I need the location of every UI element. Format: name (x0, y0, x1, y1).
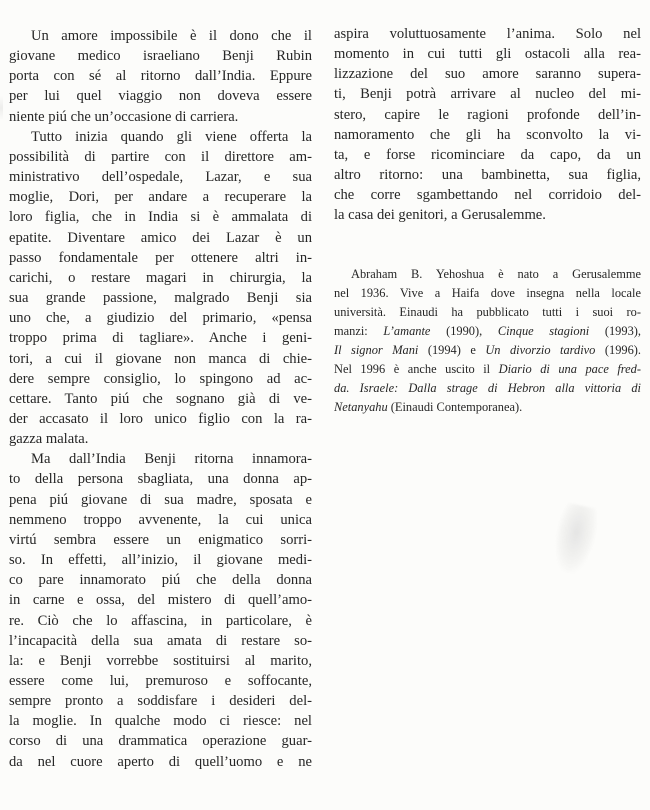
text-segment: (1994) e (418, 342, 486, 357)
text-line: la moglie. In qualche modo ci riesce: nel (9, 713, 312, 730)
text-line: giovane medico israeliano Benji Rubin (9, 48, 312, 65)
book-title-italic: Un divorzio tardivo (485, 342, 596, 357)
text-line: momento in cui tutti gli ostacoli alla rea- (334, 46, 641, 63)
text-line (334, 379, 641, 398)
text-line: moglie, Dori, per andare a recuperare la (9, 189, 312, 206)
book-title-italic: da. Israele: Dalla strage di Hebron alla vittoria di (334, 380, 641, 395)
text-line: l’incapacità della sua amata di restare so- (9, 632, 312, 649)
text-line (334, 265, 641, 284)
text-line: so. In effetti, all’inizio, il giovane medi- (9, 552, 312, 569)
paragraph (9, 26, 312, 127)
text-line: namoramento che gli ha sconvolto la vi- (334, 126, 641, 143)
text-line: pena piú giovane di sua madre, sposata e (9, 491, 312, 508)
text-line: co pare innamorato piú che della donna (9, 572, 312, 589)
text-line: che corre sgambettando nel corridoio del- (334, 187, 641, 204)
text-line: la: e Benji vorrebbe sostituirsi al marito, (9, 652, 312, 669)
text-line: essere come lui, premuroso e soffocante, (9, 673, 312, 689)
text-line: stero, capire le ragioni profonde dell’in- (334, 106, 641, 123)
text-line: sua grande passione, malgrado Benji sia (9, 290, 312, 307)
text-line: nemmeno troppo avvenente, la cui unica (9, 511, 312, 528)
text-line: niente piú che un’occasione di carriera. (9, 108, 239, 125)
text-line: Un amore impossibile è il dono che il (31, 28, 312, 44)
synopsis-right-column (334, 24, 641, 226)
text-line: sempre pronto a soddisfare i desideri del- (9, 693, 312, 710)
book-title-italic: L’amante (383, 323, 431, 338)
text-line: per lui quel viaggio non doveva essere (9, 88, 312, 105)
text-segment: (1990), (430, 323, 498, 338)
text-segment: (1996). (595, 342, 641, 357)
text-line: ti, Benji potrà arrivare al nucleo del mi- (334, 86, 641, 103)
text-line: ministrativo dell’ospedale, Lazar, e sua (9, 169, 312, 186)
text-line: dere sempre consiglio, lo spingono ad ac- (9, 370, 312, 387)
text-line (334, 341, 641, 360)
text-line: corso di una drammatica operazione guar- (9, 733, 312, 750)
text-line (334, 284, 641, 303)
book-title-italic: Netanyahu (334, 399, 388, 414)
text-line (334, 360, 641, 379)
text-line: aspira voluttuosamente l’anima. Solo nel (334, 26, 641, 42)
text-line: carichi, o restare magari in chirurgia, la (9, 269, 312, 286)
synopsis-left-column (9, 26, 312, 786)
text-line: lizzazione del suo amore saranno supera- (334, 66, 641, 83)
text-line: possibilità di partire con il direttore am- (9, 148, 312, 165)
text-line: Tutto inizia quando gli viene offerta la (31, 128, 312, 145)
scan-edge-artifact (0, 96, 3, 120)
text-line: in carne e ossa, del mistero di quell’amo- (9, 592, 312, 609)
paragraph (9, 449, 312, 772)
text-line (334, 303, 641, 322)
book-title-italic: Il signor Mani (334, 342, 419, 357)
text-line: re. Ciò che lo affascina, in particolare, è (9, 612, 312, 629)
text-segment: Abraham B. Yehoshua è nato a Gerusalemme (351, 266, 641, 281)
text-line: tori, a cui il giovane non manca di chie- (9, 350, 312, 367)
text-segment: Nel 1996 è anche uscito il (334, 361, 499, 376)
text-line: da nel cuore aperto di quell’uomo e ne (9, 753, 312, 770)
text-line: porta con sé al ritorno dall’India. Eppure (9, 68, 312, 85)
text-segment: (Einaudi Contemporanea). (387, 399, 523, 414)
text-line: epatite. Diventare amico dei Lazar è un (9, 229, 312, 246)
text-line: troppo prima di tagliare». Anche i geni- (9, 330, 312, 347)
text-line: altro ritorno: una bambinetta, sua figlia, (334, 167, 641, 184)
text-line: loro figlia, che in India si è ammalata di (9, 209, 312, 226)
text-line (334, 398, 641, 417)
text-line: gazza malata. (9, 431, 89, 448)
text-line: ta, e forse ricominciare da capo, da un (334, 146, 641, 163)
text-line: to della persona sbagliata, una donna ap- (9, 471, 312, 488)
text-line: uno che, a giudizio del primario, «pensa (9, 310, 312, 327)
text-line: passo fondamentale per ottenere altri in- (9, 249, 312, 266)
text-line: cettare. Tanto piú che sognano già di ve- (9, 390, 312, 407)
text-segment: nel 1936. Vive a Haifa dove insegna nella locale (334, 285, 641, 300)
author-bio (334, 265, 641, 417)
text-line: der accasato il loro unico figlio con la ra- (9, 410, 312, 427)
paragraph (9, 127, 312, 450)
text-line: virtú sembra essere un enigmatico sorri- (9, 531, 312, 548)
paragraph (334, 24, 641, 226)
text-segment: manzi: (334, 323, 384, 338)
text-segment: (1993), (589, 323, 641, 338)
book-title-italic: Diario di una pace fred- (498, 361, 641, 376)
right-column (334, 24, 641, 784)
text-line: Ma dall’India Benji ritorna innamora- (31, 451, 312, 468)
text-line (334, 322, 641, 341)
text-line: la casa dei genitori, a Gerusalemme. (334, 207, 546, 224)
book-title-italic: Cinque stagioni (497, 323, 590, 338)
paragraph (334, 265, 641, 417)
text-segment: università. Einaudi ha pubblicato tutti i suoi ro- (334, 304, 641, 319)
